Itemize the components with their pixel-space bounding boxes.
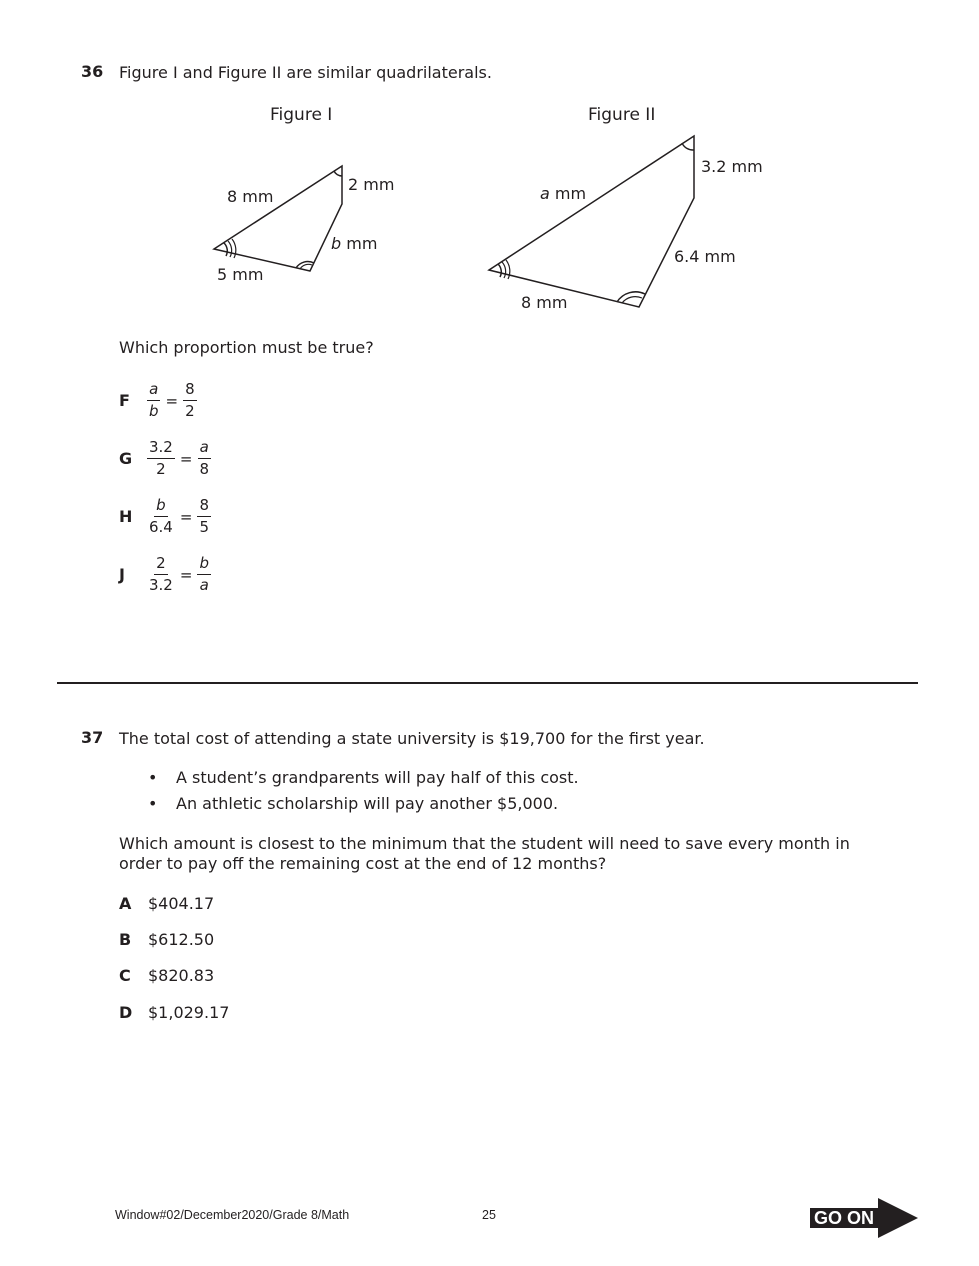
footer-source: Window#02/December2020/Grade 8/Math — [115, 1208, 350, 1222]
fraction-left: $\frac{b}{6.4}$ — [149, 496, 173, 536]
question-37-question-line-2: order to pay off the remaining cost at the end of 12 months? — [119, 854, 607, 873]
figure-2-angle-mark-top — [682, 143, 694, 150]
bullet-item — [148, 767, 579, 788]
figure-1-title: Figure I — [270, 105, 333, 125]
equals-sign: = — [179, 565, 193, 584]
choice-B[interactable] — [119, 929, 214, 950]
go-on-button[interactable] — [810, 1198, 920, 1238]
fraction-right: $\frac{8}{2}$ — [185, 380, 195, 420]
fraction-right: $\frac{b}{a}$ — [199, 554, 209, 594]
choice-A[interactable] — [119, 893, 214, 914]
fraction-right: $\frac{a}{8}$ — [199, 438, 209, 478]
choice-letter: F — [119, 391, 130, 410]
page-number: 25 — [482, 1208, 496, 1222]
choice-value: $1,029.17 — [148, 1003, 230, 1022]
choice-letter: B — [119, 930, 132, 949]
choice-G[interactable] — [119, 438, 211, 479]
figure-1-side-bottom-label: 5 mm — [217, 265, 264, 284]
equals-sign: = — [179, 507, 193, 526]
choice-C[interactable] — [119, 965, 214, 986]
figure-1-angle-mark-left — [224, 243, 227, 256]
fraction-left: $\frac{2}{3.2}$ — [149, 554, 173, 594]
choice-letter: A — [119, 894, 132, 913]
figure-2-side-right-label: 6.4 mm — [674, 247, 736, 266]
choice-value: $820.83 — [148, 966, 215, 985]
question-36-prompt: Figure I and Figure II are similar quadrilaterals. — [119, 63, 492, 82]
unit-label: mm — [341, 234, 378, 253]
figure-1-side-top-label: 8 mm — [227, 187, 274, 206]
fraction-left: $\frac{a}{b}$ — [149, 380, 159, 420]
figure-1-side-right-top-label: 2 mm — [348, 175, 395, 194]
question-37-question-line-1: Which amount is closest to the minimum that the student will need to save every month in — [119, 834, 850, 853]
figure-1-side-right-label — [331, 233, 377, 254]
figure-2-side-right-top-label: 3.2 mm — [701, 157, 763, 176]
bullet-item — [148, 793, 558, 814]
fraction-left: $\frac{3.2}{2}$ — [149, 438, 173, 478]
choice-letter: J — [119, 565, 125, 584]
figure-1-angle-mark-top — [334, 171, 342, 176]
equals-sign: = — [165, 391, 179, 410]
question-36-number: 36 — [81, 62, 104, 81]
choice-letter: G — [119, 449, 133, 468]
fraction-right: $\frac{8}{5}$ — [199, 496, 209, 536]
equals-sign: = — [179, 449, 193, 468]
section-divider — [57, 682, 918, 684]
bullet-icon: • — [148, 768, 158, 787]
bullet-text: A student’s grandparents will pay half of this cost. — [176, 768, 579, 787]
variable-b: b — [331, 234, 342, 253]
unit-label: mm — [549, 184, 587, 203]
choice-value: $404.17 — [148, 894, 215, 913]
figure-1-shape — [214, 166, 342, 271]
question-37-prompt: The total cost of attending a state university is $19,700 for the first year. — [119, 729, 705, 748]
question-36-question: Which proportion must be true? — [119, 338, 374, 357]
choice-letter: C — [119, 966, 131, 985]
choice-D[interactable] — [119, 1002, 229, 1023]
variable-a: a — [540, 184, 550, 203]
bullet-icon: • — [148, 794, 158, 813]
figure-2-title: Figure II — [588, 105, 656, 125]
bullet-text: An athletic scholarship will pay another $5,000. — [176, 794, 559, 813]
choice-H[interactable] — [119, 496, 211, 537]
choice-J[interactable] — [119, 554, 211, 595]
figure-2-side-bottom-label: 8 mm — [521, 293, 568, 312]
choice-value: $612.50 — [148, 930, 215, 949]
figure-2-side-top-label — [540, 183, 586, 204]
choice-letter: H — [119, 507, 133, 526]
choice-letter: D — [119, 1003, 133, 1022]
go-on-label: GO ON — [814, 1208, 875, 1228]
figure-2-angle-mark-left — [498, 264, 501, 277]
choice-F[interactable] — [119, 380, 197, 421]
question-37-number: 37 — [81, 728, 104, 747]
figure-2-shape — [489, 136, 694, 307]
similar-quadrilaterals-figure — [0, 0, 979, 330]
